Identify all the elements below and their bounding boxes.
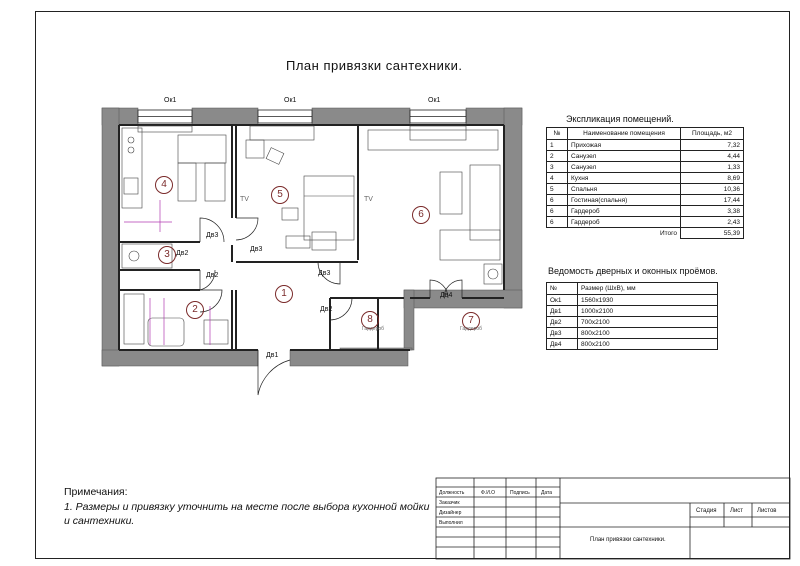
stamp-header: Дата	[541, 490, 553, 496]
table-row	[547, 217, 744, 228]
table-header: №	[547, 128, 568, 140]
explication-title: Экспликация помещений.	[566, 114, 674, 124]
table-total-row	[547, 228, 744, 239]
table-cell: Спальня	[568, 184, 681, 195]
room-number-2: 2	[186, 301, 204, 319]
explication-table	[546, 127, 744, 239]
table-row	[547, 195, 744, 206]
table-cell: 1	[547, 140, 568, 151]
table-cell: Санузел	[568, 162, 681, 173]
table-cell: 10,36	[681, 184, 744, 195]
stamp-header: Ф.И.О	[481, 490, 496, 496]
stamp-role: Заказчик	[439, 500, 460, 506]
table-cell: Ок1	[547, 295, 578, 306]
furniture	[122, 126, 502, 346]
room-number-5: 5	[271, 186, 289, 204]
room-number-6: 6	[412, 206, 430, 224]
wardrobe-label: Гардероб	[460, 326, 482, 332]
table-cell: Гардероб	[568, 217, 681, 228]
stamp-role: Дизайнер	[439, 510, 462, 516]
stamp-role: Выполнил	[439, 520, 463, 526]
window-label: Ок1	[428, 97, 441, 104]
table-row	[547, 295, 718, 306]
door-label: Дв1	[266, 352, 279, 359]
table-row	[547, 184, 744, 195]
table-cell: Дв1	[547, 306, 578, 317]
room-number-8: 8	[361, 311, 379, 329]
table-row	[547, 173, 744, 184]
table-cell: 2,43	[681, 217, 744, 228]
table-cell: Дв3	[547, 328, 578, 339]
table-cell: 800x2100	[578, 339, 718, 350]
table-cell: 7,32	[681, 140, 744, 151]
table-cell: 17,44	[681, 195, 744, 206]
table-cell: Кухня	[568, 173, 681, 184]
table-row	[547, 339, 718, 350]
table-cell: 800x2100	[578, 328, 718, 339]
door-label: Дв3	[318, 270, 331, 277]
stamp-drawing-name: План привязки сантехники.	[590, 537, 666, 543]
table-cell: 5	[547, 184, 568, 195]
table-row	[547, 162, 744, 173]
door-label: Дв2	[206, 272, 219, 279]
table-cell: 6	[547, 206, 568, 217]
table-row	[547, 206, 744, 217]
wardrobe-label: Гардероб	[362, 326, 384, 332]
total-value: 55,39	[681, 228, 744, 239]
stamp-header: Подпись	[510, 490, 530, 496]
table-header: Наименование помещения	[568, 128, 681, 140]
table-cell: Дв4	[547, 339, 578, 350]
door-label: Дв4	[440, 292, 453, 299]
stamp-sheets-header: Листов	[757, 508, 777, 514]
stamp-header: Должность	[439, 490, 465, 496]
table-cell: 6	[547, 217, 568, 228]
table-cell: Гостиная(спальня)	[568, 195, 681, 206]
tv-label: TV	[364, 196, 373, 203]
room-number-3: 3	[158, 246, 176, 264]
table-row	[547, 317, 718, 328]
table-cell: Дв2	[547, 317, 578, 328]
total-label: Итого	[547, 228, 681, 239]
door-label: Дв3	[206, 232, 219, 239]
door-label: Дв2	[176, 250, 189, 257]
tv-label: TV	[240, 196, 249, 203]
notes-heading: Примечания:	[64, 486, 128, 498]
notes-text: 1. Размеры и привязку уточнить на месте после выбора кухонной мойки и сантехники.	[64, 501, 430, 527]
table-row	[547, 306, 718, 317]
table-cell: 2	[547, 151, 568, 162]
table-cell: Гардероб	[568, 206, 681, 217]
table-row	[547, 151, 744, 162]
table-cell: Санузел	[568, 151, 681, 162]
table-header-row	[547, 128, 744, 140]
stamp-stage-header: Стадия	[696, 508, 717, 514]
table-cell: 1000x2100	[578, 306, 718, 317]
dimension-lines	[124, 200, 210, 345]
table-cell: 3,38	[681, 206, 744, 217]
openings-title: Ведомость дверных и оконных проёмов.	[548, 266, 718, 276]
drawing-title: План привязки сантехники.	[286, 58, 463, 73]
stamp-sheet-header: Лист	[730, 508, 744, 514]
table-cell: 4,44	[681, 151, 744, 162]
table-cell: Прихожая	[568, 140, 681, 151]
table-cell: 1,33	[681, 162, 744, 173]
table-row	[547, 140, 744, 151]
door-label: Дв2	[320, 306, 333, 313]
room-number-1: 1	[275, 285, 293, 303]
window-label: Ок1	[284, 97, 297, 104]
table-cell: 700x2100	[578, 317, 718, 328]
table-row	[547, 328, 718, 339]
window-label: Ок1	[164, 97, 177, 104]
openings-table	[546, 282, 718, 350]
table-cell: 3	[547, 162, 568, 173]
table-cell: 1560x1930	[578, 295, 718, 306]
room-number-7: 7	[462, 312, 480, 330]
table-header: №	[547, 283, 578, 295]
door-label: Дв3	[250, 246, 263, 253]
table-header: Размер (ШхВ), мм	[578, 283, 718, 295]
explication-body	[547, 140, 744, 239]
table-cell: 8,69	[681, 173, 744, 184]
windows	[138, 110, 466, 123]
table-header-row	[547, 283, 718, 295]
table-header: Площадь, м2	[681, 128, 744, 140]
room-number-4: 4	[155, 176, 173, 194]
interior-walls	[119, 125, 504, 350]
table-cell: 4	[547, 173, 568, 184]
table-cell: 6	[547, 195, 568, 206]
